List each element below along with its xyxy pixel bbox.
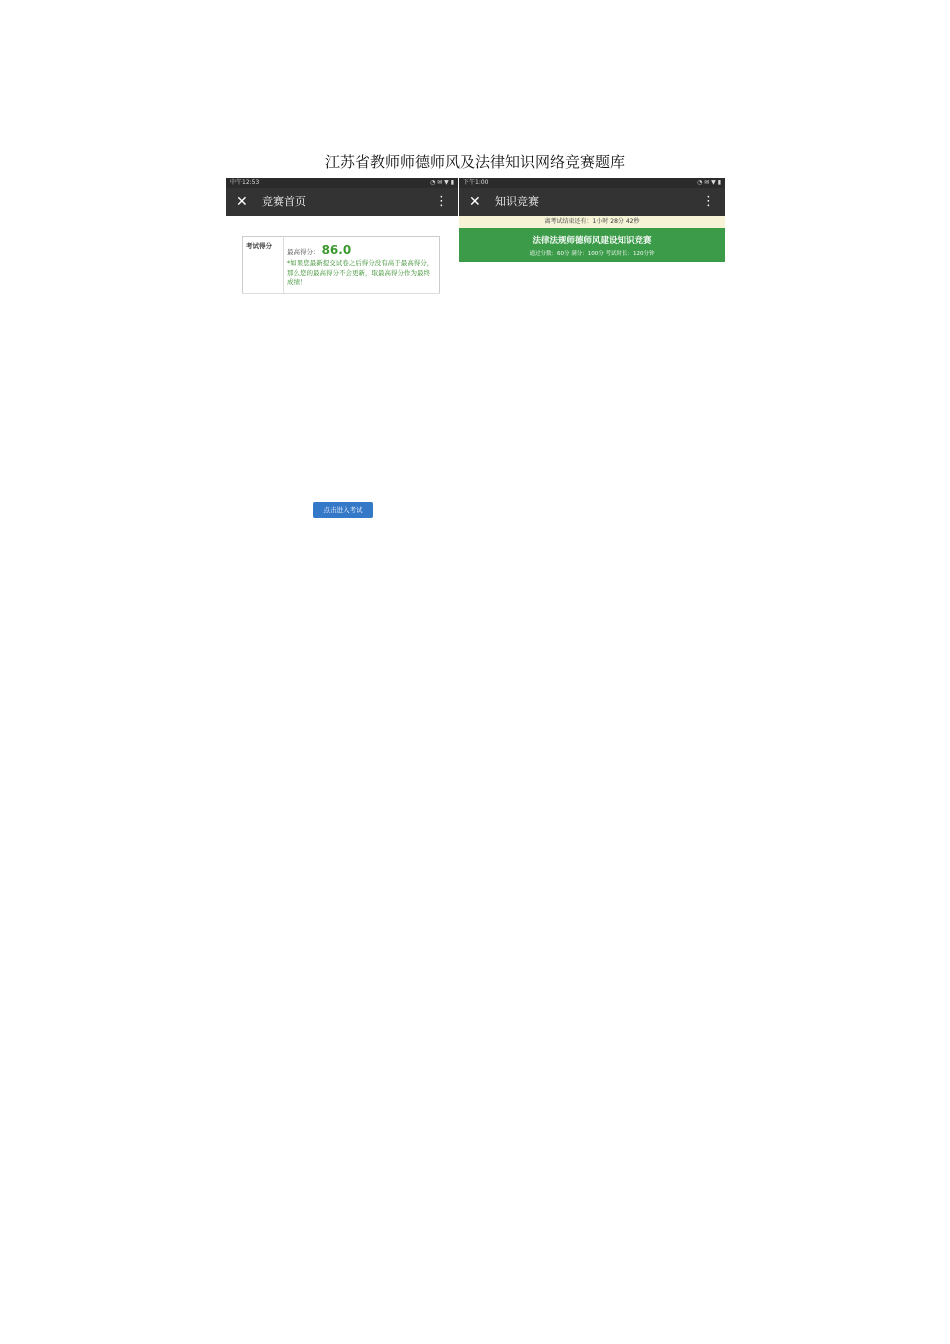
app-bar [226,188,458,216]
close-icon[interactable]: ✕ [236,194,248,210]
close-icon[interactable]: ✕ [469,194,481,210]
score-label: 最高得分： [287,248,320,256]
status-bar [459,178,725,188]
status-icons: ◔ ✉ ▼ ▮ [430,179,454,186]
quiz-title: 法律法规师德师风建设知识竞赛 [532,236,652,246]
screenshot-knowledge-quiz [459,178,725,595]
more-icon[interactable]: ⋮ [702,194,715,209]
status-time: 下午1:00 [463,179,489,186]
score-note: *如果您最新提交试卷之后得分没有高于最高得分，那么您的最高得分不会更新，取最高得分作为最终成绩！ [287,259,434,287]
more-icon[interactable]: ⋮ [435,194,448,209]
quiz-subtitle: 通过分数：60分 满分：100分 考试时长：120分钟 [529,251,655,257]
score-row [243,237,440,294]
status-icons: ◔ ✉ ▼ ▮ [697,179,721,186]
app-bar [459,188,725,216]
enter-exam-button[interactable]: 点击进入考试 [313,502,373,518]
exam-info-table [242,236,440,294]
status-bar [226,178,458,188]
document-title: 江苏省教师师德师风及法律知识网络竞赛题库 [324,153,625,171]
score-value: 86.0 [321,243,352,257]
screenshot-competition-home [226,178,458,533]
app-title: 知识竞赛 [495,195,539,208]
quiz-banner [459,228,725,262]
status-time: 中午12:53 [230,179,260,186]
score-key: 考试得分 [243,237,284,294]
remaining-time: 离考试结束还有：1小时 28分 42秒 [459,216,725,228]
app-title: 竞赛首页 [262,195,306,208]
